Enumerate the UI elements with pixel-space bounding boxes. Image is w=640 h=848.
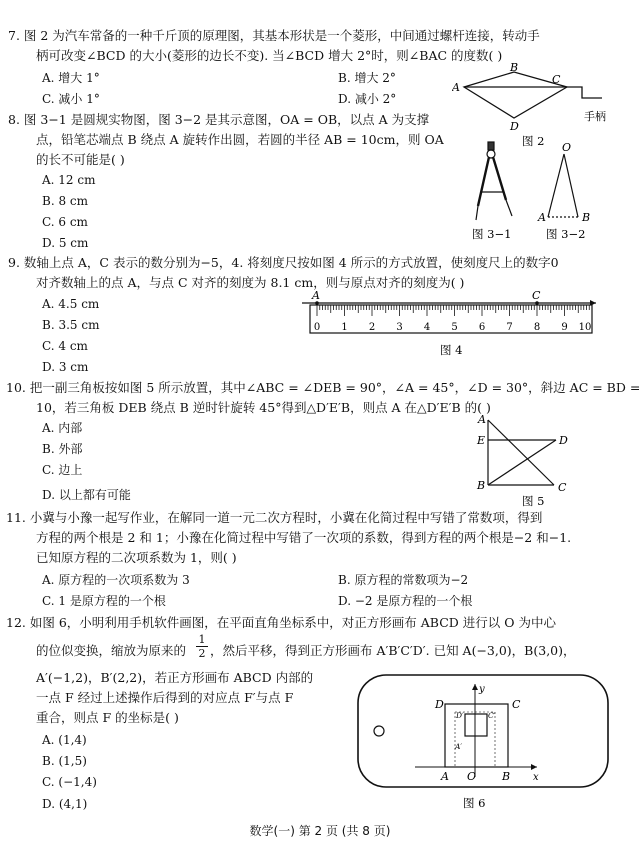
q12-option-b: B. (1,5) <box>42 754 87 768</box>
ruler-number: 4 <box>423 322 431 333</box>
ruler-number: 10 <box>578 322 592 333</box>
q7-option-a: A. 增大 1° <box>42 71 100 85</box>
label-c: C <box>532 289 541 302</box>
compass-drawing <box>476 142 512 220</box>
q8-option-b: B. 8 cm <box>42 194 88 208</box>
label-a: A <box>478 413 486 426</box>
label-c: C <box>552 73 561 86</box>
ruler-number: 9 <box>561 322 568 333</box>
label-y: y <box>479 684 485 695</box>
label-a: A <box>452 81 460 94</box>
figure-5-triangles <box>474 410 584 510</box>
ruler-number: 8 <box>533 322 541 333</box>
label-d: D <box>559 434 568 447</box>
q11-line2: 方程的两个根是 2 和 1；小豫在化简过程中写错了一次项的系数，得到方程的两个根是−2 和−1. <box>36 530 572 545</box>
ruler-number: 1 <box>341 322 348 333</box>
q8-option-a: A. 12 cm <box>42 173 96 187</box>
q7-option-d: D. 减小 2° <box>338 92 397 106</box>
q9-option-d: D. 3 cm <box>42 360 89 374</box>
ruler-number: 2 <box>368 322 376 333</box>
side-oa <box>548 154 564 217</box>
page-footer: 数学(一) 第 2 页 (共 8 页) <box>249 824 391 838</box>
figure-3-1-caption: 图 3−1 <box>472 227 512 241</box>
q8-line3: 的长不可能是( ) <box>36 152 125 167</box>
handle-line <box>567 87 602 98</box>
figure-4-ruler <box>300 288 600 358</box>
q7-line2: 柄可改变∠BCD 的大小(菱形的边长不变). 当∠BCD 增大 2°时，则∠BAC 的度数( ) <box>36 48 503 63</box>
fraction-numerator: 1 <box>198 633 206 646</box>
figure-3-2-caption: 图 3−2 <box>546 227 586 241</box>
ruler-number: 3 <box>396 322 403 333</box>
label-a: A <box>312 289 320 302</box>
label-o: O <box>467 770 477 783</box>
label-b: B <box>510 61 519 74</box>
figure-4-caption: 图 4 <box>440 343 463 357</box>
q12-option-d: D. (4,1) <box>42 797 88 811</box>
label-e: E <box>477 434 486 447</box>
q12-line2-part2: ，然后平移，得到正方形画布 A′B′C′D′. 已知 A(−3,0)，B(3,0)， <box>210 643 576 658</box>
label-d: D <box>510 120 519 133</box>
label-b: B <box>477 479 486 492</box>
q11-option-a: A. 原方程的一次项系数为 3 <box>42 573 190 587</box>
figure-2-caption: 图 2 <box>522 134 545 148</box>
q10-option-a: A. 内部 <box>42 421 83 435</box>
figure-5-caption: 图 5 <box>522 494 545 508</box>
q8-line1: 8. 图 3−1 是圆规实物图，图 3−2 是其示意图，OA = OB，以点 A 为支撑 <box>8 112 430 127</box>
q8-option-d: D. 5 cm <box>42 236 89 250</box>
figure-3-compass <box>466 140 636 245</box>
q11-line1: 11. 小冀与小豫一起写作业，在解同一道一元二次方程时，小冀在化简过程中写错了常数项，得到 <box>6 510 543 525</box>
fraction-denominator: 2 <box>196 646 208 660</box>
phone-button <box>374 726 384 736</box>
figure-6-caption: 图 6 <box>463 796 486 810</box>
q12-option-a: A. (1,4) <box>42 733 87 747</box>
q12-line3: A′(−1,2)，B′(2,2)，若正方形画布 ABCD 内部的 <box>36 670 314 685</box>
figure-2-jack-diagram <box>452 60 632 150</box>
label-x: x <box>533 772 539 783</box>
ruler-number: 6 <box>478 322 486 333</box>
label-c: C <box>512 698 521 711</box>
label-b: B <box>502 770 511 783</box>
q12-line1: 12. 如图 6，小明利用手机软件画图，在平面直角坐标系中，对正方形画布 ABCD 进行以 O 为中心 <box>6 615 556 630</box>
label-c: C <box>558 481 567 494</box>
q11-option-b: B. 原方程的常数项为−2 <box>338 573 469 587</box>
ruler-number: 5 <box>451 322 458 333</box>
q12-line5: 重合，则点 F 的坐标是( ) <box>36 710 179 725</box>
q8-option-c: C. 6 cm <box>42 215 88 229</box>
q11-option-c: C. 1 是原方程的一个根 <box>42 594 166 608</box>
q9-option-b: B. 3.5 cm <box>42 318 100 332</box>
q11-line3: 已知原方程的二次项系数为 1，则( ) <box>36 550 237 565</box>
q7-option-c: C. 减小 1° <box>42 92 100 106</box>
label-d: D <box>435 698 444 711</box>
q7-option-b: B. 增大 2° <box>338 71 396 85</box>
q10-option-b: B. 外部 <box>42 442 83 456</box>
q12-line4: 一点 F 经过上述操作后得到的对应点 F′与点 F <box>36 690 294 705</box>
q9-line2: 对齐数轴上的点 A，与点 C 对齐的刻度为 8.1 cm，则与原点对齐的刻度为( ) <box>36 275 465 290</box>
q9-option-a: A. 4.5 cm <box>42 297 100 311</box>
q10-option-d: D. 以上都有可能 <box>42 488 131 502</box>
figure-6-phone-canvas <box>355 672 615 812</box>
label-a-prime: A′ <box>455 742 463 751</box>
handle-label: 手柄 <box>584 110 606 123</box>
q7-line1: 7. 图 2 为汽车常备的一种千斤顶的原理图，其基本形状是一个菱形，中间通过螺杆连接，转动手 <box>8 28 540 43</box>
side-ac <box>488 420 554 485</box>
side-ob <box>564 154 578 217</box>
label-b: B <box>582 211 591 224</box>
label-d-prime: D′ <box>456 711 464 720</box>
q10-line2: 10，若三角板 DEB 绕点 B 逆时针旋转 45°得到△D′E′B，则点 A 在△D′E′B 的( ) <box>36 400 491 415</box>
q10-option-c: C. 边上 <box>42 463 83 477</box>
q10-line1: 10. 把一副三角板按如图 5 所示放置，其中∠ABC = ∠DEB = 90°，∠A = 45°，∠D = 30°，斜边 AC = BD = <box>6 380 640 395</box>
fraction-half <box>196 633 208 660</box>
q12-option-c: C. (−1,4) <box>42 775 97 789</box>
q12-line2-part1: 的位似变换，缩放为原来的 <box>36 643 187 658</box>
label-a: A <box>538 211 546 224</box>
ruler-number: 0 <box>313 322 321 333</box>
label-c-prime: C′ <box>488 711 496 720</box>
side-bd <box>488 440 556 485</box>
label-o: O <box>562 141 572 154</box>
q9-option-c: C. 4 cm <box>42 339 88 353</box>
q8-line2: 点，铅笔芯端点 B 绕点 A 旋转作出圆，若圆的半径 AB = 10cm，则 OA <box>36 132 444 147</box>
q9-line1: 9. 数轴上点 A，C 表示的数分别为−5，4. 将刻度尺按如图 4 所示的方式放置，使刻度尺上的数字0 <box>8 255 559 270</box>
label-a: A <box>441 770 449 783</box>
q11-option-d: D. −2 是原方程的一个根 <box>338 594 473 608</box>
ruler-number: 7 <box>506 322 513 333</box>
